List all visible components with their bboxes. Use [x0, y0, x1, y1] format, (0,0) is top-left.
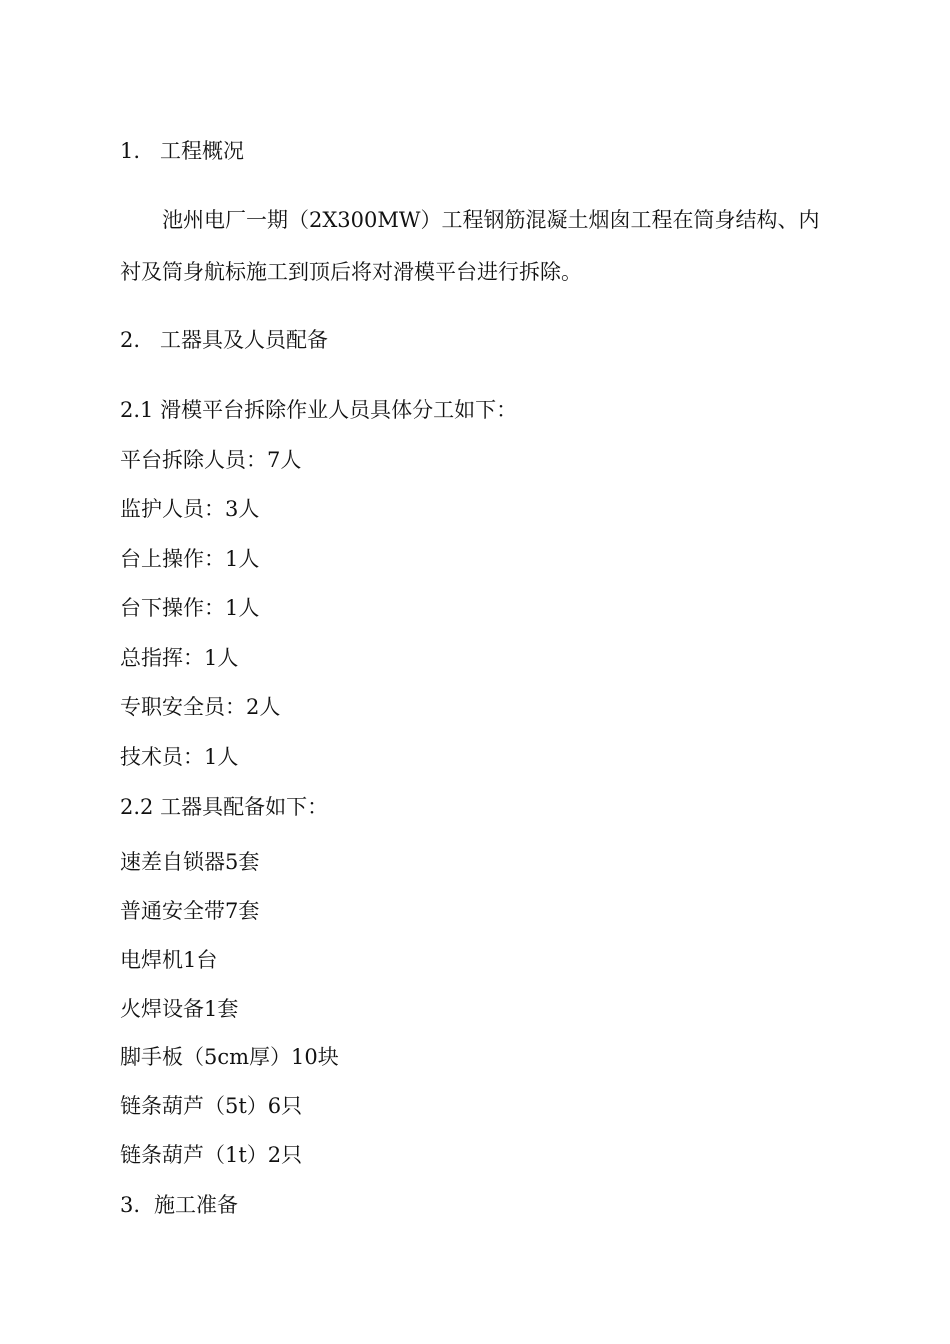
subsection-2-2-heading: 2.2 工器具配备如下： — [120, 795, 329, 819]
section-number: 3. — [120, 1193, 141, 1217]
staff-item: 台上操作：1人 — [120, 547, 260, 571]
section-number: 1. — [120, 139, 141, 163]
section-2-heading — [120, 330, 328, 351]
section-title: 工程概况 — [160, 139, 244, 163]
staff-item: 专职安全员：2人 — [120, 695, 281, 719]
paragraph-line: 衬及筒身航标施工到顶后将对滑模平台进行拆除。 — [120, 260, 582, 284]
staff-item: 监护人员：3人 — [120, 497, 260, 521]
staff-item: 台下操作：1人 — [120, 596, 260, 620]
tool-item: 电焊机1台 — [120, 948, 218, 972]
subsection-2-1-heading: 2.1 滑模平台拆除作业人员具体分工如下： — [120, 398, 518, 422]
section-1-heading — [120, 141, 244, 162]
tool-item: 链条葫芦（5t）6只 — [120, 1094, 303, 1118]
section-title: 施工准备 — [154, 1193, 238, 1217]
staff-item: 总指挥：1人 — [120, 646, 239, 670]
tool-item: 脚手板（5cm厚）10块 — [120, 1045, 339, 1069]
staff-item: 平台拆除人员：7人 — [120, 448, 302, 472]
paragraph-line: 池州电厂一期（2X300MW）工程钢筋混凝土烟囱工程在筒身结构、内 — [162, 208, 820, 232]
section-3-heading — [120, 1195, 238, 1216]
tool-item: 链条葫芦（1t）2只 — [120, 1143, 303, 1167]
section-title: 工器具及人员配备 — [160, 328, 328, 352]
section-number: 2. — [120, 328, 141, 352]
tool-item: 普通安全带7套 — [120, 899, 260, 923]
tool-item: 火焊设备1套 — [120, 997, 239, 1021]
tool-item: 速差自锁器5套 — [120, 850, 260, 874]
staff-item: 技术员：1人 — [120, 745, 239, 769]
